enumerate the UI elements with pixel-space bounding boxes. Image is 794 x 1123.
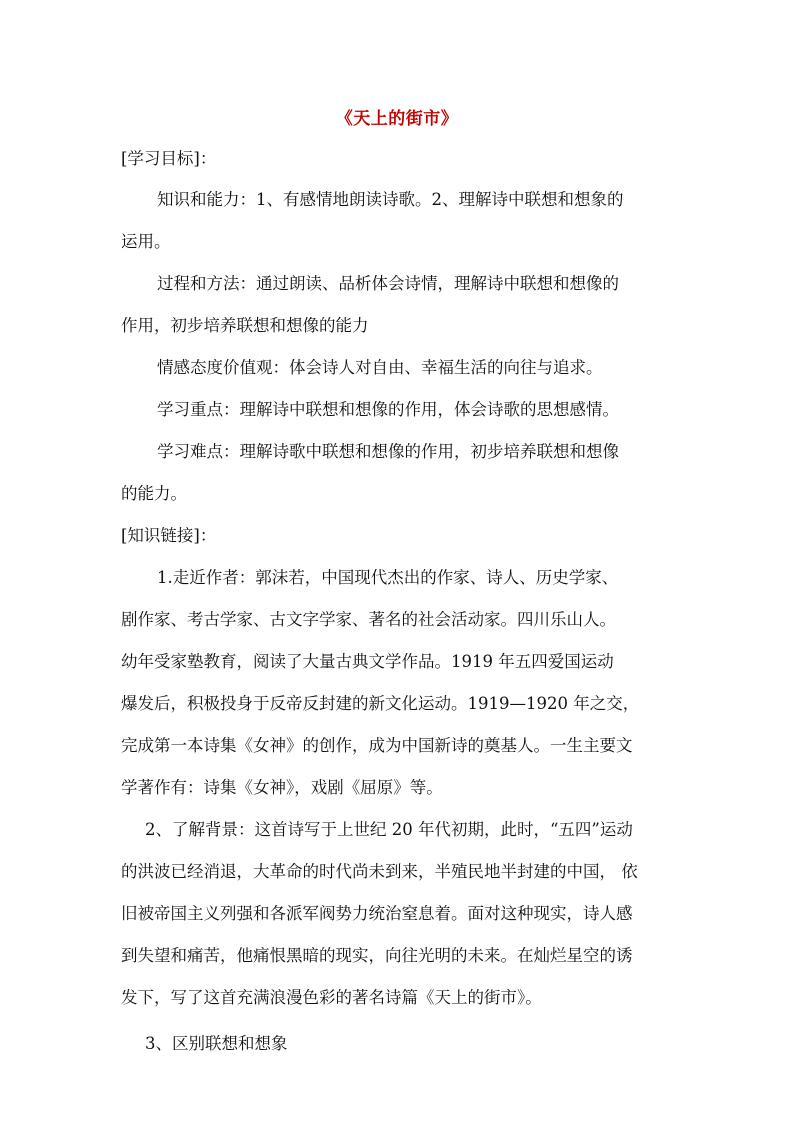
author-line: 爆发后，积极投身于反帝反封建的新文化运动。1919—1920 年之交， xyxy=(121,694,640,713)
emotion-values-line: 情感态度价值观：体会诗人对自由、幸福生活的向往与追求。 xyxy=(157,358,603,377)
knowledge-ability-line-2: 运用。 xyxy=(121,232,171,251)
background-line: 到失望和痛苦，他痛恨黑暗的现实，向往光明的未来。在灿烂星空的诱 xyxy=(121,946,633,965)
author-line: 剧作家、考古学家、古文字学家、著名的社会活动家。四川乐山人。 xyxy=(121,610,616,629)
difficulty-line-1: 学习难点：理解诗歌中联想和想像的作用，初步培养联想和想像 xyxy=(157,442,619,461)
difficulty-line-2: 的能力。 xyxy=(121,484,187,503)
process-method-line-2: 作用，初步培养联想和想像的能力 xyxy=(121,316,369,335)
author-line: 学著作有：诗集《女神》，戏剧《屈原》等。 xyxy=(121,778,443,797)
document-title: 《天上的街市》 xyxy=(335,109,459,129)
knowledge-ability-line-1: 知识和能力：1、有感情地朗读诗歌。2、理解诗中联想和想象的 xyxy=(157,190,624,209)
key-points-line: 学习重点：理解诗中联想和想像的作用，体会诗歌的思想感情。 xyxy=(157,400,619,419)
author-line: 幼年受家塾教育，阅读了大量古典文学作品。1919 年五四爱国运动 xyxy=(121,652,614,671)
background-line: 的洪波已经消退，大革命的时代尚未到来，半殖民地半封建的中国， 依 xyxy=(121,862,638,881)
author-line: 完成第一本诗集《女神》的创作，成为中国新诗的奠基人。一生主要文 xyxy=(121,736,633,755)
distinguish-heading: 3、区别联想和想象 xyxy=(145,1034,288,1053)
knowledge-link-heading: [知识链接]： xyxy=(121,526,217,545)
background-line: 2、了解背景：这首诗写于上世纪 20 年代初期，此时，“五四”运动 xyxy=(145,820,633,839)
objectives-heading: [学习目标]： xyxy=(121,149,217,168)
process-method-line-1: 过程和方法：通过朗读、品析体会诗情，理解诗中联想和想像的 xyxy=(157,274,619,293)
background-line: 旧被帝国主义列强和各派军阀势力统治窒息着。面对这种现实，诗人感 xyxy=(121,904,633,923)
author-line: 1.走近作者：郭沫若，中国现代杰出的作家、诗人、历史学家、 xyxy=(157,568,619,587)
background-line: 发下，写了这首充满浪漫色彩的著名诗篇《天上的街市》。 xyxy=(121,988,542,1007)
